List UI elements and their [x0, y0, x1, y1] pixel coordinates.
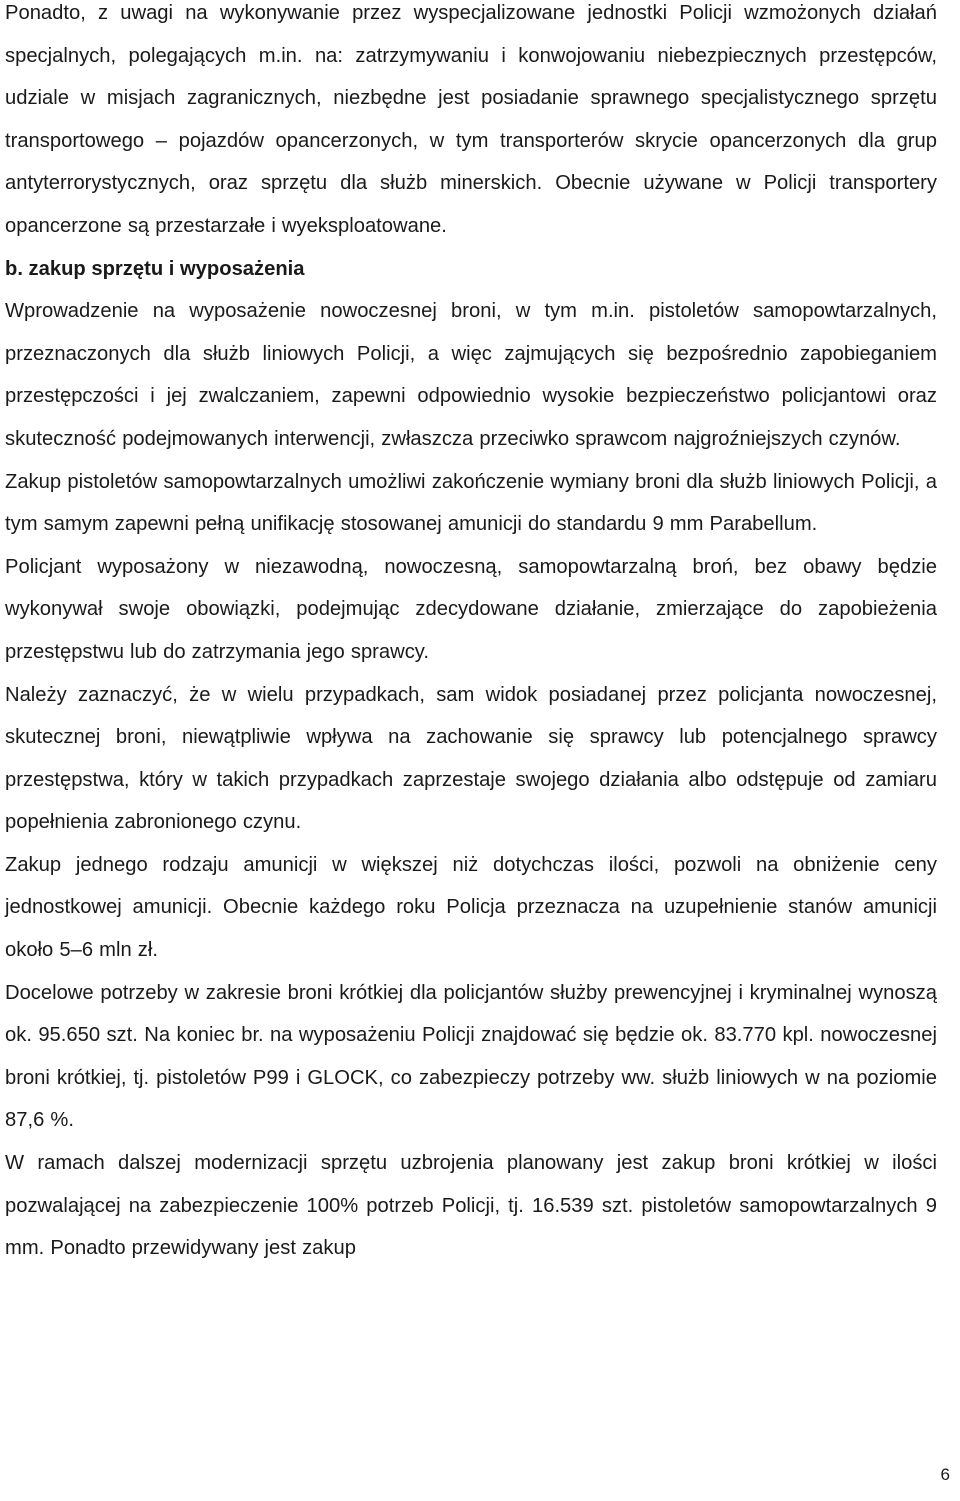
paragraph-target-needs: Docelowe potrzeby w zakresie broni krótkiej dla policjantów służby prewencyjnej i kryminalnej wynoszą ok. 95.650 szt. Na koniec br. na wyposażeniu Policji znajdować się będzie ok. 83.770 kpl. nowoczesnej broni krótkiej, tj. pistoletów P99 i GLOCK, co zabezpieczy potrzeby ww. służb liniowych w na poziomie 87,6 %. — [5, 981, 937, 1132]
document-page — [5, 0, 937, 1270]
paragraph-pistol-purchase: Zakup pistoletów samopowtarzalnych umożliwi zakończenie wymiany broni dla służb liniowych Policji, a tym samym zapewni pełną unifikację stosowanej amunicji do standardu 9 mm Parabellum. — [5, 470, 937, 536]
paragraph-further-modernization: W ramach dalszej modernizacji sprzętu uzbrojenia planowany jest zakup broni krótkiej w ilości pozwalającej na zabezpieczenie 100% potrzeb Policji, tj. 16.539 szt. pistoletów samopowtarzalnych 9 mm. Ponadto przewidywany jest zakup — [5, 1152, 937, 1260]
paragraph-equipped-officer: Policjant wyposażony w niezawodną, nowoczesną, samopowtarzalną broń, bez obawy będzie wykonywał swoje obowiązki, podejmując zdecydowane działanie, zmierzające do zapobieżenia przestępstwu lub do zatrzymania jego sprawcy. — [5, 555, 937, 663]
paragraph-modern-weapons: Wprowadzenie na wyposażenie nowoczesnej broni, w tym m.in. pistoletów samopowtarzalnych, przeznaczonych dla służb liniowych Policji, a więc zajmujących się bezpośrednio zapobieganiem przestępczości i jej zwalczaniem, zapewni odpowiednio wysokie bezpieczeństwo policjantowi oraz skuteczność podejmowanych interwencji, zwłaszcza przeciwko sprawcom najgroźniejszych czynów. — [5, 300, 937, 450]
page-number: 6 — [940, 1465, 950, 1484]
paragraph-armored-vehicles: Ponadto, z uwagi na wykonywanie przez wyspecjalizowane jednostki Policji wzmożonych działań specjalnych, polegających m.in. na: zatrzymywaniu i konwojowaniu niebezpiecznych przestępców, udziale w misjach zagranicznych, niezbędne jest posiadanie sprawnego specjalistycznego sprzętu transportowego – pojazdów opancerzonych, w tym transporterów skrycie opancerzonych dla grup antyterrorystycznych, oraz sprzętu dla służb minerskich. Obecnie używane w Policji transportery opancerzone są przestarzałe i wyeksploatowane. — [5, 2, 937, 237]
paragraph-ammunition: Zakup jednego rodzaju amunicji w większej niż dotychczas ilości, pozwoli na obniżenie ceny jednostkowej amunicji. Obecnie każdego roku Policja przeznacza na uzupełnienie stanów amunicji około 5–6 mln zł. — [5, 853, 937, 962]
section-heading: b. zakup sprzętu i wyposażenia — [5, 257, 305, 280]
paragraph-deterrence: Należy zaznaczyć, że w wielu przypadkach, sam widok posiadanej przez policjanta nowoczesnej, skutecznej broni, niewątpliwie wpływa na zachowanie się sprawcy lub potencjalnego sprawcy przestępstwa, który w takich przypadkach zaprzestaje swojego działania albo odstępuje od zamiaru popełnienia zabronionego czynu. — [5, 683, 937, 834]
